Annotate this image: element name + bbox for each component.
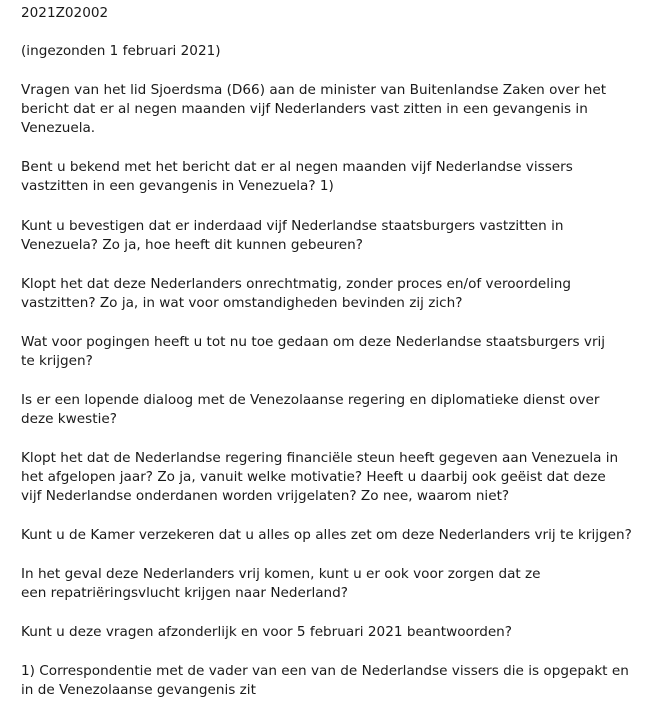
submission-date: (ingezonden 1 februari 2021) (21, 43, 221, 59)
question-9: Kunt u deze vragen afzonderlijk en voor 5 februari 2021 beantwoorden? (21, 624, 513, 640)
question-4: Wat voor pogingen heeft u tot nu toe gedaan om deze Nederlandse staatsburgers vrij te krijgen? (21, 334, 606, 369)
question-6: Klopt het dat de Nederlandse regering financiële steun heeft gegeven aan Venezuela in het afgelopen jaar? Zo ja, vanuit welke motivatie? Heeft u daarbij ook geëist dat deze vijf Nederlandse onderdanen worden vrijgelaten? Zo nee, waarom niet? (21, 450, 619, 504)
document-code: 2021Z02002 (21, 5, 109, 21)
question-3: Klopt het dat deze Nederlanders onrechtmatig, zonder proces en/of veroordeling vastzitten? Zo ja, in wat voor omstandigheden bevinden zij zich? (21, 276, 572, 311)
question-5: Is er een lopende dialoog met de Venezolaanse regering en diplomatieke dienst over deze kwestie? (21, 392, 600, 427)
question-2: Kunt u bevestigen dat er inderdaad vijf Nederlandse staatsburgers vastzitten in Venezuela? Zo ja, hoe heeft dit kunnen gebeuren? (21, 218, 564, 253)
question-8: In het geval deze Nederlanders vrij komen, kunt u er ook voor zorgen dat ze een repatriëringsvlucht krijgen naar Nederland? (21, 566, 541, 601)
question-7: Kunt u de Kamer verzekeren dat u alles op alles zet om deze Nederlanders vrij te krijgen? (21, 527, 632, 543)
intro-paragraph: Vragen van het lid Sjoerdsma (D66) aan de minister van Buitenlandse Zaken over het bericht dat er al negen maanden vijf Nederlanders vast zitten in een gevangenis in Venezuela. (21, 82, 607, 136)
question-1: Bent u bekend met het bericht dat er al negen maanden vijf Nederlandse vissers vastzitten in een gevangenis in Venezuela? 1) (21, 159, 573, 194)
footnote: 1) Correspondentie met de vader van een van de Nederlandse vissers die is opgepakt en in de Venezolaanse gevangenis zit (21, 663, 629, 698)
